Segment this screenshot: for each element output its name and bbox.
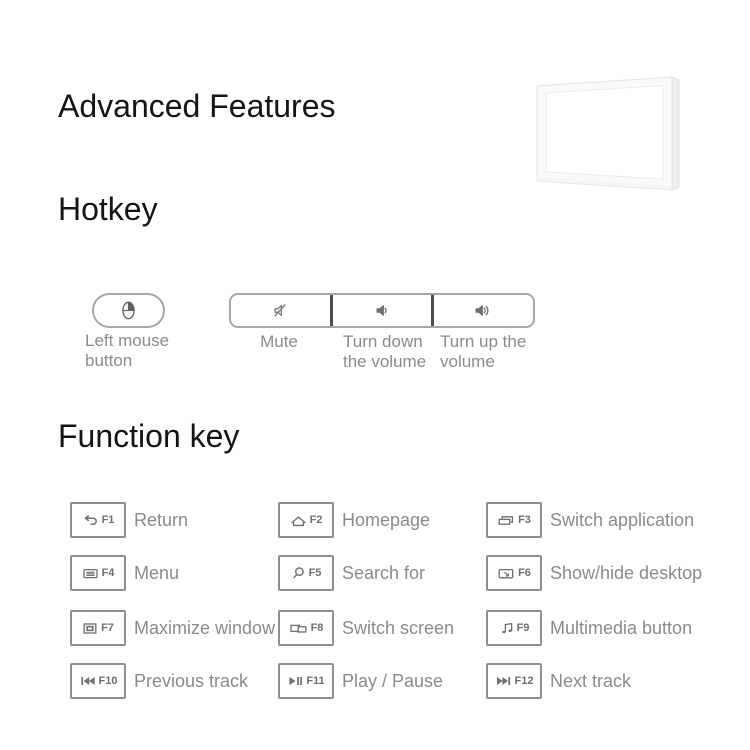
volume-up-key (434, 295, 533, 326)
f2-keycap (278, 502, 334, 538)
f6-keycap (486, 555, 542, 591)
function-key-f4 (70, 555, 179, 591)
function-key-f9 (486, 610, 692, 646)
hotkey-heading: Hotkey (58, 191, 158, 227)
function-key-f6 (486, 555, 702, 591)
key-name: F5 (308, 567, 322, 579)
function-key-f5 (278, 555, 425, 591)
f11-keycap (278, 663, 334, 699)
f12-keycap (486, 663, 542, 699)
volume-up-icon (473, 302, 494, 319)
f1-keycap (70, 502, 126, 538)
key-name: F9 (516, 622, 530, 634)
play-pause-icon (287, 675, 303, 687)
f10-keycap (70, 663, 126, 699)
key-description: Multimedia button (550, 617, 693, 638)
key-name: F1 (101, 514, 115, 526)
key-description: Search for (342, 562, 426, 583)
left-mouse-button-key (92, 293, 165, 328)
f5-keycap (278, 555, 334, 591)
key-description: Next track (550, 670, 632, 691)
mute-key (231, 295, 330, 326)
volume-down-key (333, 295, 432, 326)
key-name: F3 (518, 514, 531, 526)
f7-keycap (70, 610, 126, 646)
volume-up-label: Turn up the volume (440, 332, 527, 371)
monitor-product-image (520, 60, 700, 210)
switch-screen-icon (289, 622, 308, 635)
function-key-f12 (486, 663, 631, 699)
function-key-f8 (278, 610, 454, 646)
key-name: F7 (101, 622, 114, 634)
key-name: F11 (306, 675, 325, 687)
key-name: F10 (98, 675, 118, 687)
function-key-f1 (70, 502, 188, 538)
key-description: Menu (134, 562, 180, 583)
show-hide-desktop-icon (497, 567, 515, 580)
key-description: Return (134, 509, 189, 530)
menu-icon (82, 567, 99, 580)
left-mouse-button-icon (120, 299, 137, 322)
function-key-f10 (70, 663, 248, 699)
mute-icon (271, 302, 290, 319)
volume-down-icon (373, 302, 392, 319)
maximize-window-icon (82, 622, 98, 635)
next-track-icon (495, 675, 512, 687)
switch-application-icon (497, 514, 515, 527)
function-key-heading: Function key (58, 418, 240, 454)
homepage-icon (290, 514, 307, 527)
page-title: Advanced Features (58, 88, 336, 124)
multimedia-icon (499, 621, 514, 635)
f3-keycap (486, 502, 542, 538)
function-key-f11 (278, 663, 443, 699)
key-name: F12 (514, 675, 534, 687)
left-mouse-button-label: Left mouse button (85, 331, 170, 370)
key-description: Previous track (134, 670, 249, 691)
key-description: Switch application (550, 509, 695, 530)
function-key-f3 (486, 502, 694, 538)
key-description: Switch screen (342, 617, 455, 638)
f4-keycap (70, 555, 126, 591)
key-name: F2 (309, 514, 323, 526)
previous-track-icon (79, 675, 96, 687)
volume-hotkey-bar (229, 293, 535, 328)
volume-down-label: Turn down the volume (343, 332, 427, 371)
return-icon (82, 514, 99, 527)
key-name: F8 (310, 622, 324, 634)
key-description: Play / Pause (342, 670, 444, 691)
f8-keycap (278, 610, 334, 646)
key-name: F6 (518, 567, 531, 579)
key-description: Homepage (342, 509, 431, 530)
mute-label: Mute (260, 332, 298, 351)
key-description: Show/hide desktop (550, 562, 703, 583)
search-icon (291, 566, 306, 580)
function-key-f2 (278, 502, 430, 538)
function-key-f7 (70, 610, 275, 646)
key-name: F4 (101, 567, 115, 579)
key-description: Maximize window (134, 617, 276, 638)
f9-keycap (486, 610, 542, 646)
